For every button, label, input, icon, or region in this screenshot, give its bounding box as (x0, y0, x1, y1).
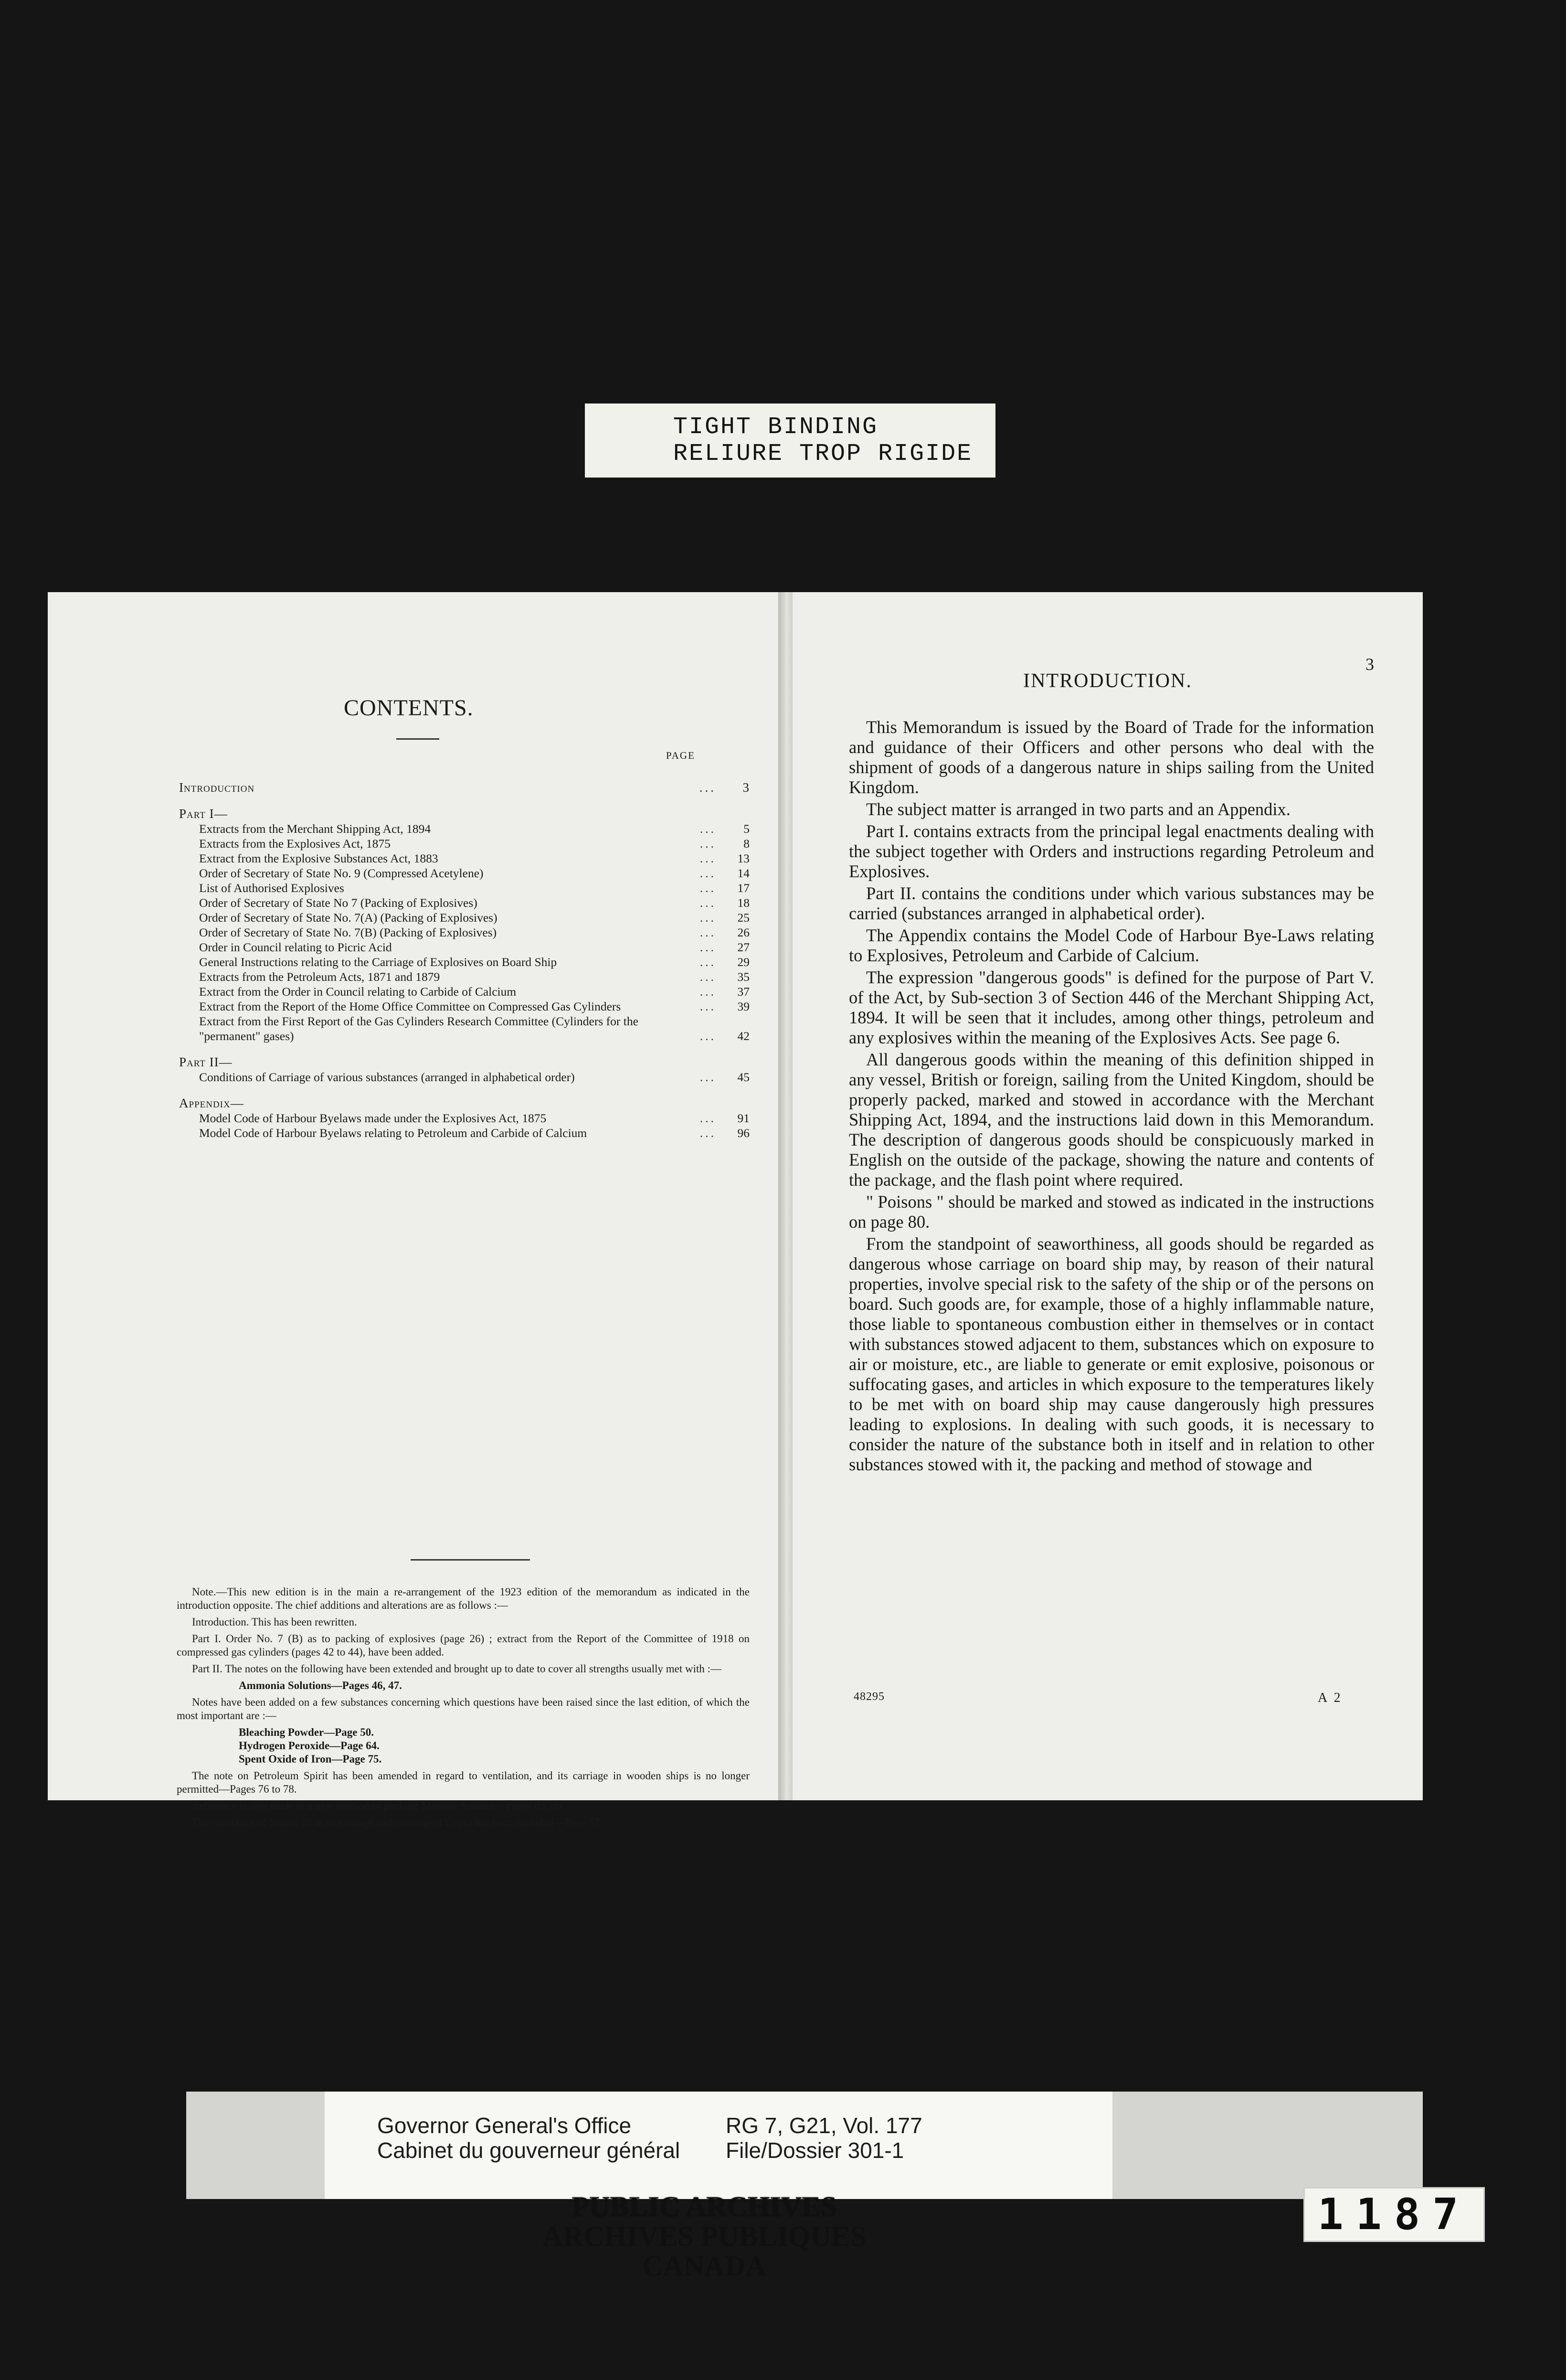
page-column-label: PAGE (666, 750, 695, 761)
introduction-paragraph: Part I. contains extracts from the principal legal enactments dealing with the subject together with Orders and instructions regarding Petroleum and Explosives. (849, 821, 1374, 881)
note-spent-oxide: Spent Oxide of Iron—Page 75. (239, 1753, 382, 1765)
note-part-two: Part II. The notes on the following have been extended and brought up to date to cover all strengths usually met with :— (192, 1663, 722, 1675)
introduction-paragraph: " Poisons " should be marked and stowed as indicated in the instructions on page 80. (849, 1192, 1374, 1232)
contents-entry (179, 895, 750, 910)
contents-entry-page: 29 (737, 955, 750, 969)
introduction-paragraph: The subject matter is arranged in two parts and an Appendix. (866, 799, 1291, 819)
office-french: Cabinet du gouverneur général (377, 2138, 680, 2163)
archive-label (186, 2092, 1423, 2199)
note-notes-added: Notes have been added on a few substances concerning which questions have been raised since the last edition, of which the most important are :— (177, 1696, 750, 1721)
leader-dots: ... (699, 1070, 716, 1084)
leader-dots: ... (699, 822, 716, 836)
contents-page (48, 592, 778, 1828)
contents-entry-text: Extract from the First Report of the Gas Cylinders Research Committee (Cylinders for the "permanent" gases) (199, 1014, 638, 1043)
contents-entry-text: General Instructions relating to the Carriage of Explosives on Board Ship (199, 955, 557, 969)
leader-dots: ... (699, 1111, 716, 1125)
introduction-paragraph: From the standpoint of seaworthiness, all goods should be regarded as dangerous whose carriage on board ship may, by reason of their natural properties, involve special risk to the safety of the ship or of the persons on board. Such goods are, for example, those of a highly inflammable nature, those liable to spontaneous combustion either in themselves or in contact with substances stowed adjacent to them, substances which on exposure to air or moisture, etc., are liable to generate or emit explosive, poisonous or suffocating gases, and articles in which exposure to the temperatures likely to be met with on board ship may cause dangerously high pressures leading to explosions. In dealing with such goods, it is necessary to consider the nature of the substance both in itself and in relation to other substances stowed with it, the packing and method of stowage and (849, 1234, 1374, 1474)
note-petroleum-spirit: The note on Petroleum Spirit has been amended in regard to ventilation, and its carriage in wooden ships is no longer permitted—Pages 76 to 78. (177, 1770, 750, 1795)
page-number: 3 (1365, 655, 1374, 674)
introduction-page (793, 592, 1423, 1800)
contents-entry-text: Extract from the Order in Council relating to Carbide of Calcium (199, 985, 517, 999)
contents-entry-page: 39 (737, 999, 750, 1013)
section-rule (411, 1559, 530, 1561)
contents-entry-page: 45 (737, 1070, 750, 1084)
contents-entry-text: Introduction (179, 780, 255, 795)
contents-entry (179, 881, 750, 895)
leader-dots: ... (699, 999, 716, 1013)
contents-entry-text: Extracts from the Petroleum Acts, 1871 and 1879 (199, 970, 440, 984)
contents-heading (179, 807, 750, 821)
leader-dots: ... (699, 837, 716, 850)
contents-entry-text: Part II— (179, 1055, 233, 1069)
stamp-line-french: ARCHIVES PUBLIQUES (542, 2221, 867, 2252)
contents-entry-text: Order of Secretary of State No. 7(A) (Packing of Explosives) (199, 911, 497, 924)
leader-dots: ... (699, 955, 716, 969)
leader-dots: ... (699, 866, 716, 880)
contents-entry-page: 27 (737, 940, 750, 954)
contents-heading (179, 1055, 750, 1070)
contents-list (179, 769, 750, 1140)
leader-dots: ... (699, 970, 716, 984)
contents-entry-text: List of Authorised Explosives (199, 881, 344, 895)
leader-dots: ... (699, 896, 716, 910)
contents-entry (179, 984, 750, 999)
contents-entry-text: Order of Secretary of State No 7 (Packing of Explosives) (199, 896, 477, 910)
contents-entry (179, 1111, 750, 1126)
contents-entry (179, 910, 750, 925)
archive-label-card (325, 2092, 1112, 2199)
contents-entry-text: Order in Council relating to Picric Acid (199, 940, 392, 954)
contents-entry-text: Appendix— (179, 1096, 244, 1110)
contents-entry (179, 821, 750, 836)
contents-title: CONTENTS. (344, 695, 474, 721)
contents-entry-page: 18 (737, 896, 750, 910)
edition-note (177, 1585, 750, 1833)
contents-entry (179, 1126, 750, 1140)
introduction-paragraph: The Appendix contains the Model Code of Harbour Bye-Laws relating to Explosives, Petroleum and Carbide of Calcium. (849, 925, 1374, 965)
leader-dots: ... (699, 911, 716, 924)
note-hydrogen-peroxide: Hydrogen Peroxide—Page 64. (239, 1740, 380, 1752)
contents-entry-page: 37 (737, 985, 750, 999)
banner-line-english: TIGHT BINDING (673, 414, 878, 441)
contents-entry-page: 25 (737, 911, 750, 924)
note-part-one: Part I. Order No. 7 (B) as to packing of explosives (page 26) ; extract from the Report of the Committee of 1918 on compressed gas cylinders (pages 42 to 44), have been added. (177, 1633, 750, 1658)
contents-entry-text: Extracts from the Explosives Act, 1875 (199, 837, 391, 850)
stamp-line-english: PUBLIC ARCHIVES (571, 2191, 837, 2222)
banner-line-french: RELIURE TROP RIGIDE (673, 440, 973, 468)
introduction-title: INTRODUCTION. (1023, 670, 1192, 692)
contents-entry-page: 17 (737, 881, 750, 895)
leader-dots: ... (699, 851, 716, 865)
contents-entry-page: 13 (737, 851, 750, 865)
contents-entry (179, 866, 750, 881)
contents-entry-page: 5 (743, 822, 750, 836)
contents-entry (179, 851, 750, 866)
archives-stamp (501, 2192, 907, 2281)
leader-dots: ... (699, 1029, 716, 1043)
contents-entry-page: 3 (742, 780, 750, 795)
leader-dots: ... (699, 940, 716, 954)
contents-entry (179, 955, 750, 969)
contents-entry (179, 940, 750, 955)
contents-entry-page: 14 (737, 866, 750, 880)
introduction-paragraph: Part II. contains the conditions under which various substances may be carried (substances arranged in alphabetical order). (849, 883, 1374, 923)
contents-entry (179, 999, 750, 1014)
book-gutter (778, 592, 793, 1800)
note-bleaching-powder: Bleaching Powder—Page 50. (239, 1726, 374, 1738)
contents-entry-page: 35 (737, 970, 750, 984)
contents-entry (179, 925, 750, 940)
contents-entry-text: Extract from the Explosive Substances Act, 1883 (199, 851, 438, 865)
note-metallic-sodium: Reference is also made to a new method of packing Metallic Sodium—Pages 85, 86. (192, 1800, 564, 1812)
leader-dots: ... (699, 881, 716, 895)
record-group: RG 7, G21, Vol. 177 (726, 2113, 922, 2138)
contents-heading (179, 1096, 750, 1111)
leader-dots: ... (699, 925, 716, 939)
note-intro: Note.—This new edition is in the main a re-arrangement of the 1923 edition of the memorandum as indicated in the introduction opposite. The chief additions and alterations are as follows :— (177, 1586, 750, 1611)
contents-entry-text: Extract from the Report of the Home Office Committee on Compressed Gas Cylinders (199, 999, 621, 1013)
frame-counter: 1187 (1303, 2187, 1485, 2242)
tight-binding-banner (585, 404, 995, 478)
contents-entry-text: Order of Secretary of State No. 7(B) (Packing of Explosives) (199, 925, 497, 939)
contents-entry (179, 836, 750, 851)
printer-code: 48295 (854, 1690, 885, 1703)
leader-dots: ... (699, 985, 716, 999)
contents-heading (179, 780, 750, 795)
introduction-paragraph: This Memorandum is issued by the Board of Trade for the information and guidance of their Officers and other persons who deal with the shipment of goods of a dangerous nature in ships sailing from the United Kingdom. (849, 717, 1374, 797)
title-rule (396, 738, 439, 740)
introduction-paragraph: The expression "dangerous goods" is defined for the purpose of Part V. of the Act, by Sub-section 3 of Section 446 of the Merchant Shipping Act, 1894. It will be seen that it includes, among other things, petroleum and any explosives within the meaning of the Explosives Acts. See page 6. (849, 967, 1374, 1047)
contents-entry (179, 969, 750, 984)
signature-mark: A 2 (1318, 1690, 1343, 1705)
contents-entry-page: 91 (737, 1111, 750, 1125)
introduction-paragraph: All dangerous goods within the meaning of this definition shipped in any vessel, British or foreign, sailing from the United Kingdom, should be properly packed, marked and stowed in accordance with the Merchant Shipping Act, 1894, and the instructions laid down in this Memorandum. The description of dangerous goods should be conspicuously marked in English on the outside of the package, showing the nature and contents of the package, and the flash point where required. (849, 1050, 1374, 1190)
contents-entry-page: 42 (737, 1029, 750, 1043)
leader-dots: ... (699, 780, 716, 795)
contents-entry-page: 8 (743, 837, 750, 850)
contents-entry-text: Order of Secretary of State No. 9 (Compressed Acetylene) (199, 866, 484, 880)
note-copra: The substance of Notice 28 as to carriage and stowage of Copra has been included—Page 57. (192, 1817, 603, 1828)
contents-entry (179, 1070, 750, 1084)
contents-entry (179, 1014, 750, 1043)
contents-entry-text: Model Code of Harbour Byelaws made under the Explosives Act, 1875 (199, 1111, 547, 1125)
contents-entry-text: Model Code of Harbour Byelaws relating to Petroleum and Carbide of Calcium (199, 1126, 587, 1140)
leader-dots: ... (699, 1126, 716, 1140)
file-number: File/Dossier 301-1 (726, 2138, 904, 2163)
contents-entry-text: Extracts from the Merchant Shipping Act, 1894 (199, 822, 431, 836)
stamp-line-country: CANADA (642, 2250, 766, 2282)
note-ammonia: Ammonia Solutions—Pages 46, 47. (239, 1679, 402, 1691)
introduction-body (849, 717, 1374, 1477)
contents-entry-text: Part I— (179, 807, 228, 821)
contents-entry-text: Conditions of Carriage of various substances (arranged in alphabetical order) (199, 1070, 575, 1084)
note-introduction: Introduction. This has been rewritten. (192, 1616, 357, 1628)
office-english: Governor General's Office (377, 2113, 632, 2138)
contents-entry-page: 96 (737, 1126, 750, 1140)
contents-entry-page: 26 (737, 925, 750, 939)
